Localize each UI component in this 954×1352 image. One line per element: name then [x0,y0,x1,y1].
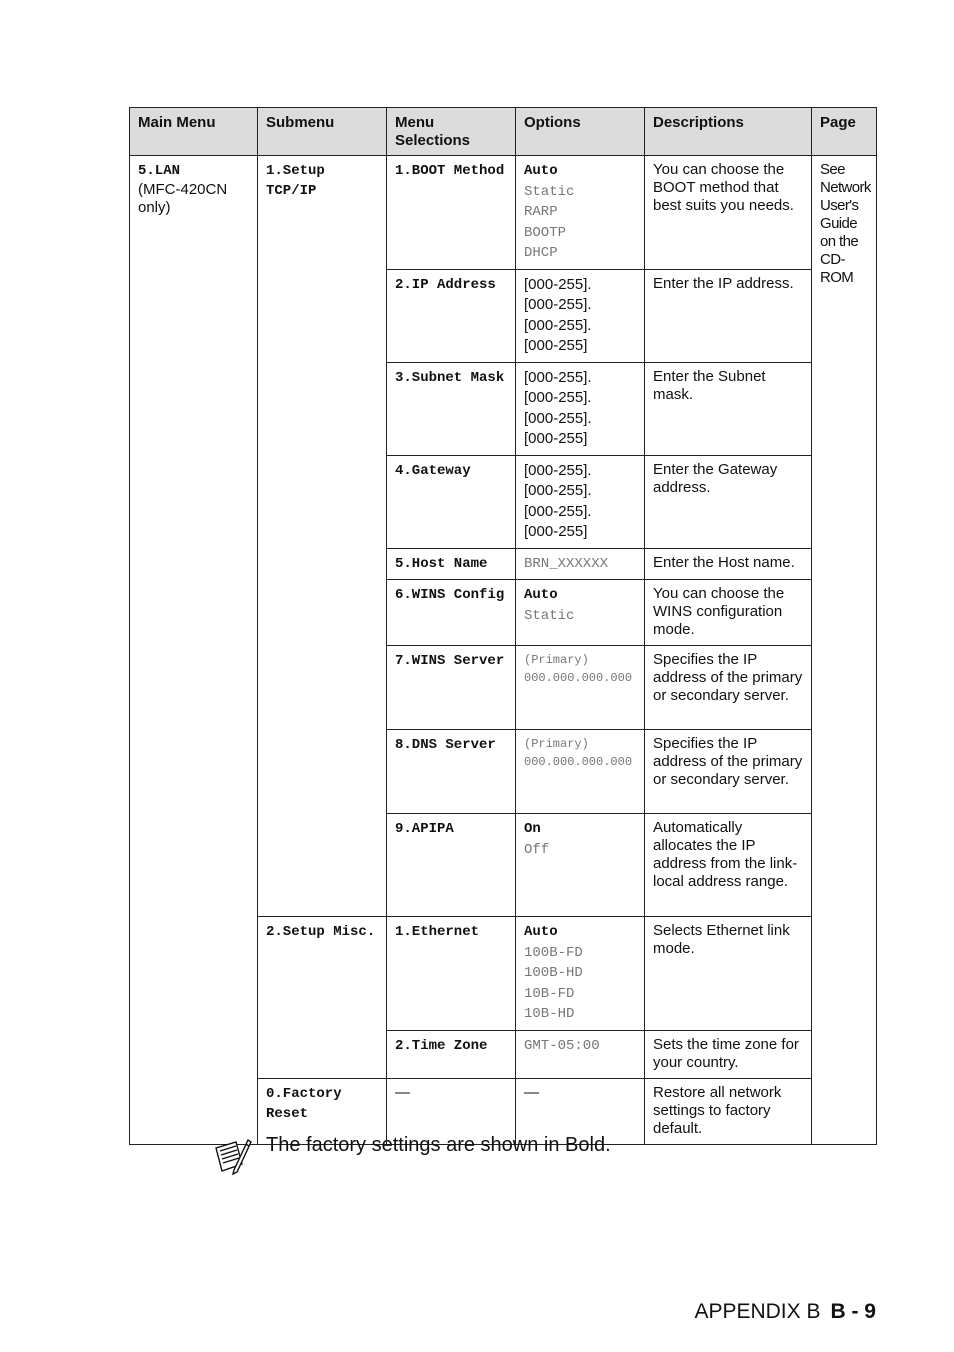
main-menu-cell [130,156,258,1145]
options-cell [516,917,645,1031]
ip-range: [000-255]. [524,368,592,386]
footer-section: APPENDIX B [694,1300,821,1323]
ip-range: [000-255]. [524,389,592,406]
main-menu-note: (MFC-420CN only) [138,181,228,216]
ip-range: [000-255]. [524,461,592,479]
description-cell: Enter the Subnet mask. [645,362,812,455]
selection-cell [387,156,516,270]
option: DHCP [524,245,558,261]
description-cell: You can choose the BOOT method that best suits you needs. [645,156,812,270]
option: Static [524,607,575,624]
selection-cell [387,269,516,362]
selection-label: 2.IP Address [395,276,496,293]
options-cell [516,362,645,455]
option-default: On [524,821,541,837]
options-cell [516,156,645,270]
option-default: Auto [524,587,558,603]
ip-range: [000-255]. [524,296,592,313]
ip-range: [000-255] [524,523,588,540]
option: Off [524,841,550,858]
network-menu-table [129,107,877,1145]
memo-pencil-icon [212,1134,252,1176]
ip-range: [000-255]. [524,502,592,520]
ip-range: [000-255]. [524,275,592,293]
submenu-cell [258,156,387,917]
ip-range: [000-255] [524,337,588,354]
server-type: (Primary) [524,737,589,751]
selection-label: 6.WINS Config [395,587,505,603]
ip-range: [000-255]. [524,482,592,499]
server-address: 000.000.000.000 [524,671,633,685]
header-descriptions: Descriptions [645,108,812,156]
submenu-label: 0.Factory Reset [266,1085,342,1122]
selection-label: 3.Subnet Mask [395,369,505,386]
selection-cell: — [387,1078,516,1144]
header-options: Options [516,108,645,156]
options-cell: — [516,1078,645,1144]
selection-cell [387,646,516,730]
ip-range: [000-255] [524,430,588,447]
options-cell [516,1030,645,1078]
selection-cell [387,917,516,1031]
description-cell: Specifies the IP address of the primary or secondary server. [645,646,812,730]
selection-label: 1.BOOT Method [395,163,505,179]
options-cell [516,455,645,548]
description-cell: Restore all network settings to factory default. [645,1078,812,1144]
option-default: Auto [524,163,558,179]
description-cell: Enter the Gateway address. [645,455,812,548]
options-cell [516,730,645,814]
option: 100B-HD [524,965,583,981]
description-cell: Sets the time zone for your country. [645,1030,812,1078]
option: 10B-FD [524,985,575,1002]
selection-label: 5.Host Name [395,555,488,572]
page-reference: See Network User's Guide on the CD-ROM [812,156,877,1145]
server-address: 000.000.000.000 [524,755,633,769]
page-footer [694,1300,876,1324]
option: RARP [524,204,558,220]
ip-range: [000-255]. [524,409,592,427]
header-submenu: Submenu [258,108,387,156]
selection-cell [387,455,516,548]
options-cell [516,814,645,917]
selection-label: 1.Ethernet [395,924,480,940]
selection-label: 2.Time Zone [395,1037,488,1054]
option: 100B-FD [524,944,583,961]
selection-label: 9.APIPA [395,821,454,837]
option: 10B-HD [524,1006,575,1022]
selection-cell [387,580,516,646]
header-page: Page [812,108,877,156]
table-row [130,156,877,270]
description-cell: Enter the Host name. [645,548,812,580]
selection-label: 7.WINS Server [395,653,505,669]
options-cell [516,269,645,362]
main-menu-code: 5.LAN [138,163,181,179]
footer-page-number: B - 9 [830,1300,876,1323]
table-header-row [130,108,877,156]
ip-range: [000-255]. [524,316,592,334]
option: GMT-05:00 [524,1037,600,1054]
description-cell: Selects Ethernet link mode. [645,917,812,1031]
selection-cell [387,1030,516,1078]
options-cell [516,646,645,730]
selection-cell [387,814,516,917]
description-cell: Enter the IP address. [645,269,812,362]
selection-cell [387,730,516,814]
submenu-label: 1.Setup TCP/IP [266,163,325,199]
description-cell: Automatically allocates the IP address from the link-local address range. [645,814,812,917]
option: BRN_XXXXXX [524,555,609,572]
options-cell [516,548,645,580]
option: Static [524,183,575,200]
server-type: (Primary) [524,653,589,667]
selection-label: 8.DNS Server [395,737,496,753]
submenu-label: 2.Setup Misc. [266,924,376,940]
note-text: The factory settings are shown in Bold. [266,1134,611,1156]
selection-label: 4.Gateway [395,462,471,479]
options-cell [516,580,645,646]
description-cell: Specifies the IP address of the primary or secondary server. [645,730,812,814]
option-default: Auto [524,924,558,940]
note [212,1134,611,1176]
description-cell: You can choose the WINS configuration mode. [645,580,812,646]
header-menu-selections: Menu Selections [387,108,516,156]
option: BOOTP [524,224,567,241]
submenu-cell [258,917,387,1079]
header-main-menu: Main Menu [130,108,258,156]
selection-cell [387,548,516,580]
selection-cell [387,362,516,455]
